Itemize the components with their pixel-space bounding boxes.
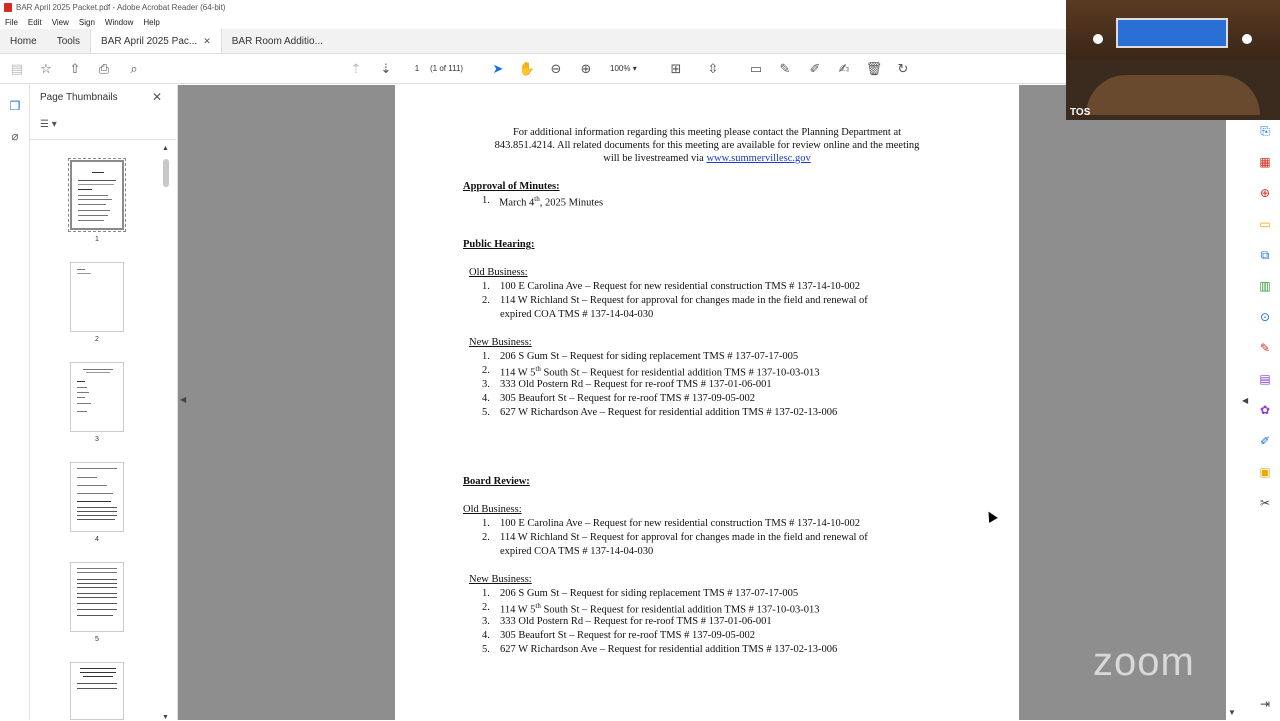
page-fit-icon[interactable]: ⊞ [670,61,682,76]
public-hearing-heading: Public Hearing: [463,239,535,250]
expand-right-pane-icon[interactable]: ◀ [1242,396,1249,405]
new-business-item [500,602,819,616]
new-business-item: 206 S Gum St – Request for siding replacement TMS # 137-07-17-005 [500,351,799,362]
page-thumbnails-icon[interactable]: ❐ [9,99,21,113]
old-business-item: 114 W Richland St – Request for approval for changes made in the field and renewal of [500,532,868,543]
menu-bar [0,15,1066,29]
window-title-bar [0,0,1066,15]
video-council-desk [1086,75,1260,115]
list-number: 3. [482,616,490,627]
upload-icon[interactable]: ⇧ [69,61,81,76]
list-number: 1. [482,588,490,599]
tab-tools[interactable] [47,29,90,53]
approval-item-text-end: , 2025 Minutes [539,197,604,209]
old-business-label: Old Business: [469,267,528,278]
list-number: 1. [482,518,490,529]
new-business-item-text-end: South St – Request for residential addition TMS # 137-10-03-013 [540,604,820,616]
zoom-level-select[interactable]: 100% ▾ [610,64,637,73]
page-thumbnail-4[interactable] [70,462,124,532]
tab-tools-label: Tools [56,35,81,47]
tab-bar [0,29,1066,54]
list-number: 3. [482,379,490,390]
list-number: 1. [482,281,490,292]
menu-file[interactable]: File [5,17,18,27]
expand-tools-icon[interactable]: ⇥ [1259,697,1271,711]
zoom-video-thumbnail[interactable] [1066,0,1280,120]
combine-files-icon[interactable]: ⧉ [1260,247,1270,262]
page-thumbnail-6[interactable] [70,662,124,720]
thumbnail-page-number: 2 [95,336,99,343]
scan-ocr-icon[interactable]: ⊙ [1259,310,1271,324]
new-business-item-text-end: South St – Request for residential addition TMS # 137-10-03-013 [540,367,820,379]
board-review-heading: Board Review: [463,476,530,487]
document-scrollbar[interactable] [1226,120,1249,720]
list-number: 1. [482,351,490,362]
approval-item-superscript: th [534,195,540,203]
new-business-label: New Business: [469,337,532,348]
new-business-item: 627 W Richardson Ave – Request for residential addition TMS # 137-02-13-006 [500,644,838,655]
list-number: 5. [482,644,490,655]
list-number: 5. [482,407,490,418]
new-business-item-text: 114 W 5 [500,604,536,616]
print-icon[interactable]: ⎙ [98,61,110,76]
thumbnail-page-number: 5 [95,636,99,643]
delete-icon[interactable]: 🗑 [865,61,883,76]
list-number: 2. [482,532,490,543]
menu-window[interactable]: Window [104,17,134,27]
window-title: BAR April 2025 Packet.pdf - Adobe Acrobat Reader (64-bit) [16,3,226,12]
approval-of-minutes-heading: Approval of Minutes: [463,181,560,192]
thumbnails-scrollbar[interactable] [162,145,170,721]
new-business-label: New Business: [469,574,532,585]
tab-bar-april-packet[interactable] [90,29,222,53]
menu-edit[interactable]: Edit [27,17,42,27]
highlight-pen-icon[interactable]: ✎ [779,61,791,76]
page-thumbnail-2[interactable] [70,262,124,332]
search-icon[interactable]: ⌕ [130,61,138,76]
document-viewport[interactable] [178,85,1226,720]
acrobat-app-icon [4,3,12,12]
new-business-item: 627 W Richardson Ave – Request for residential addition TMS # 137-02-13-006 [500,407,838,418]
list-number: 2. [482,602,490,613]
scroll-up-arrow-icon[interactable]: ▲ [162,145,169,152]
page-thumbnail-5[interactable] [70,562,124,632]
list-number: 4. [482,630,490,641]
old-business-item: 114 W Richland St – Request for approval for changes made in the field and renewal of [500,295,868,306]
menu-sign[interactable]: Sign [78,17,95,27]
more-tools-icon[interactable]: ✂ [1259,496,1271,510]
page-number-input[interactable]: 1 [414,64,420,73]
video-ceiling-light [1242,34,1252,44]
zoom-level-value: 100% [610,64,631,73]
tab-bar-room-addition-label: BAR Room Additio... [231,35,323,47]
thumbnail-page-number: 4 [95,536,99,543]
left-navigation-rail [0,85,30,720]
edit-pdf-icon[interactable]: ▦ [1259,155,1271,169]
comment-icon[interactable]: ▭ [749,61,763,76]
send-for-review-icon[interactable]: ▣ [1259,465,1271,479]
next-page-icon[interactable]: ⇣ [380,61,392,76]
create-pdf-icon[interactable]: ⊕ [1259,186,1271,200]
approval-item [499,195,603,209]
old-business-item-continued: expired COA TMS # 137-14-04-030 [500,546,654,557]
request-esign-icon[interactable]: ▤ [1259,372,1271,386]
thumbnails-scroll-thumb[interactable] [163,159,169,187]
hand-tool-icon[interactable]: ✋ [518,61,536,76]
scroll-down-arrow-icon[interactable]: ▼ [162,714,169,721]
participant-name: TOS [1070,107,1091,118]
panel-divider [30,139,176,140]
thumbnail-options-icon[interactable]: ☰ ▾ [40,119,57,130]
thumbnail-page-number: 3 [95,436,99,443]
new-business-item: 305 Beaufort St – Request for re-roof TMS # 137-09-05-002 [500,393,755,404]
zoom-in-icon[interactable]: ⊕ [580,61,592,76]
page-thumbnails-panel [30,85,178,720]
collapse-panel-icon[interactable]: ◀ [180,395,187,404]
old-business-item: 100 E Carolina Ave – Request for new residential construction TMS # 137-14-10-002 [500,281,861,292]
new-business-item: 206 S Gum St – Request for siding replacement TMS # 137-07-17-005 [500,588,799,599]
zoom-out-icon[interactable]: ⊖ [550,61,562,76]
old-business-item-continued: expired COA TMS # 137-14-04-030 [500,309,654,320]
video-ceiling-light [1093,34,1103,44]
previous-page-icon[interactable]: ⇡ [350,61,362,76]
scroll-mode-icon[interactable]: ⇳ [707,61,719,76]
menu-view[interactable]: View [51,17,69,27]
page-thumbnail-1[interactable] [70,160,124,230]
old-business-label: Old Business: [463,504,522,515]
list-number: 4. [482,393,490,404]
zoom-watermark-logo: zoom [1093,640,1195,684]
list-number: 2. [482,365,490,376]
fill-sign-icon[interactable]: ✎ [1259,341,1271,355]
right-tools-rail [1250,120,1280,720]
video-projector-screen [1116,18,1228,48]
menu-help[interactable]: Help [143,17,160,27]
comment-tool-icon[interactable]: ▭ [1259,217,1271,231]
tab-home[interactable] [0,29,47,53]
organize-pages-icon[interactable]: ▥ [1259,279,1271,293]
save-icon[interactable]: ▤ [10,61,24,76]
old-business-item: 100 E Carolina Ave – Request for new residential construction TMS # 137-14-10-002 [500,518,861,529]
pdf-page [395,85,1019,720]
new-business-item: 333 Old Postern Rd – Request for re-roof TMS # 137-01-06-001 [500,379,772,390]
protect-icon[interactable]: ✿ [1259,403,1271,417]
tab-bar-april-packet-label: BAR April 2025 Pac... [101,35,198,47]
draw-icon[interactable]: ✐ [809,61,821,76]
bookmark-star-icon[interactable]: ☆ [40,61,52,76]
website-link[interactable]: www.summervillesc.gov [706,153,811,164]
new-business-item: 305 Beaufort St – Request for re-roof TMS # 137-09-05-002 [500,630,755,641]
intro-line-3 [395,153,1019,164]
export-pdf-icon[interactable]: ⎘ [1260,123,1270,138]
new-business-item [500,365,819,379]
page-thumbnail-3[interactable] [70,362,124,432]
page-count: (1 of 111) [430,64,464,73]
attachments-paperclip-icon[interactable]: ⌀ [11,129,19,143]
approval-item-text: March 4 [499,197,535,209]
list-number: 2. [482,295,490,306]
select-cursor-icon[interactable]: ➤ [492,61,504,76]
list-number: 1. [482,195,490,206]
intro-line-1: For additional information regarding this meeting please contact the Planning Department at [512,127,902,138]
intro-line-2: 843.851.4214. All related documents for this meeting are available for review online and the meeting [494,140,920,151]
undo-icon[interactable]: ↻ [897,61,909,76]
tab-bar-room-addition[interactable] [222,29,333,53]
thumbnail-page-number: 1 [95,236,99,243]
thumbnails-panel-title: Page Thumbnails [40,92,118,103]
intro-line-3-text: will be livestreamed via [603,153,704,164]
close-panel-icon[interactable]: ✕ [152,90,163,104]
new-business-item: 333 Old Postern Rd – Request for re-roof TMS # 137-01-06-001 [500,616,772,627]
close-tab-icon[interactable]: ✕ [203,35,211,46]
new-business-item-text: 114 W 5 [500,367,536,379]
sign-icon[interactable]: ✍ [838,61,850,76]
new-business-item-superscript: th [535,365,541,373]
new-business-item-superscript: th [535,602,541,610]
prepare-form-icon[interactable]: ✐ [1259,434,1271,448]
scroll-down-arrow-icon[interactable]: ▼ [1228,708,1236,717]
tab-home-label: Home [10,35,37,47]
